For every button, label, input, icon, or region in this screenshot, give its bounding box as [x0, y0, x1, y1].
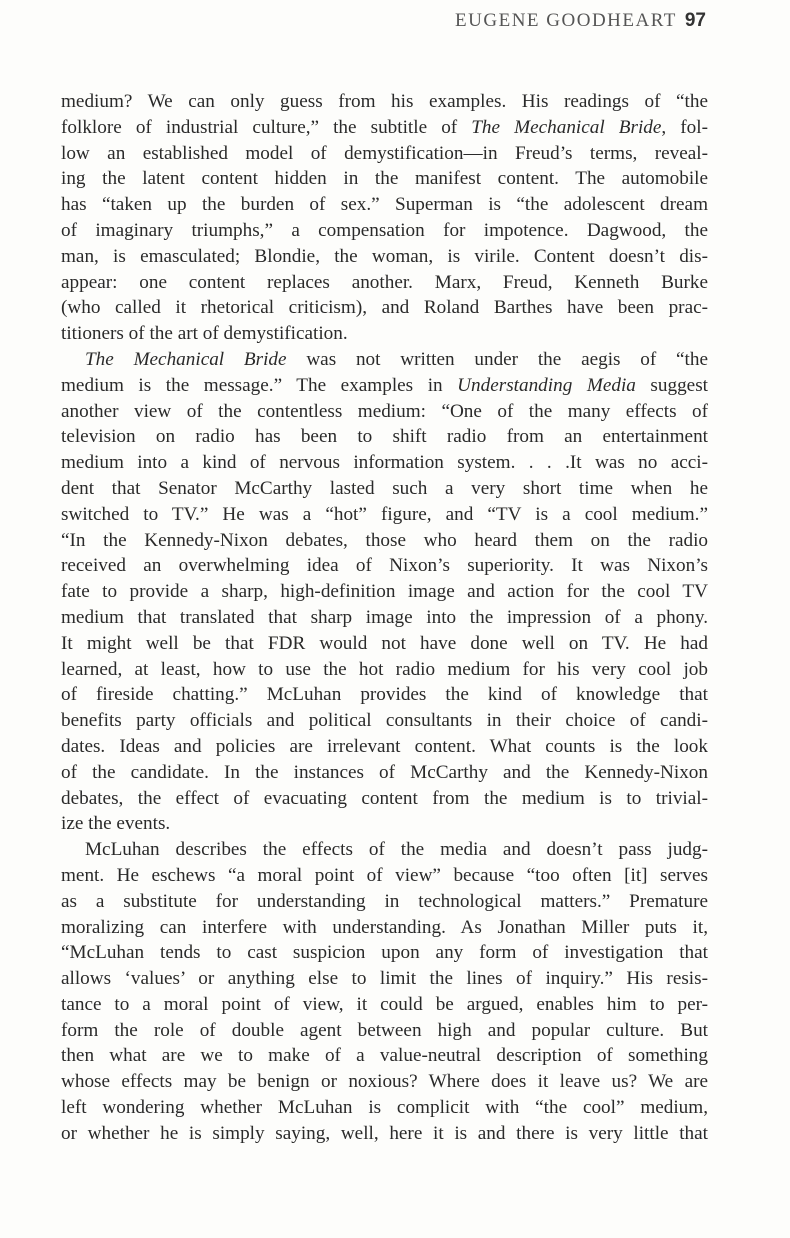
text-line [61, 811, 708, 837]
text-line [61, 631, 708, 657]
text-run: fate to provide a sharp, high-definition image and action for the cool TV [61, 581, 708, 603]
text-run: of imaginary triumphs,” a compensation for impotence. Dagwood, the [61, 219, 708, 241]
text-line [61, 863, 708, 889]
text-run: man, is emasculated; Blondie, the woman, is virile. Content doesn’t dis- [61, 245, 708, 267]
text-line [61, 657, 708, 683]
text-run: “In the Kennedy-Nixon debates, those who heard them on the radio [61, 529, 708, 551]
text-run: It might well be that FDR would not have done well on TV. He had [61, 632, 708, 654]
paragraph [61, 837, 708, 1147]
text-line [61, 1121, 708, 1147]
text-line [61, 1095, 708, 1121]
text-run: “McLuhan tends to cast suspicion upon any form of investigation that [61, 942, 708, 964]
text-line [61, 141, 708, 167]
text-line [61, 424, 708, 450]
running-head [455, 10, 706, 32]
text-run: folklore of industrial culture,” the subtitle of [61, 116, 472, 138]
text-run: medium into a kind of nervous information system. . . .It was no acci- [61, 452, 708, 474]
text-line [61, 476, 708, 502]
text-line [61, 115, 708, 141]
text-run: dent that Senator McCarthy lasted such a very short time when he [61, 477, 708, 499]
text-run: , fol- [661, 116, 708, 138]
text-run: ing the latent content hidden in the manifest content. The automobile [61, 168, 708, 190]
text-line [61, 734, 708, 760]
text-run: switched to TV.” He was a “hot” figure, and “TV is a cool medium.” [61, 503, 708, 525]
text-run: McLuhan describes the effects of the media and doesn’t pass judg- [85, 839, 708, 861]
paragraph [61, 89, 708, 347]
running-head-author: EUGENE GOODHEART [455, 10, 677, 31]
text-run: dates. Ideas and policies are irrelevant content. What counts is the look [61, 735, 708, 757]
text-run: or whether he is simply saying, well, here it is and there is very little that [61, 1122, 708, 1144]
text-run: ize the events. [61, 813, 171, 835]
text-line [61, 321, 708, 347]
text-run: medium that translated that sharp image into the impression of a phony. [61, 606, 708, 628]
text-line [61, 992, 708, 1018]
text-line [61, 708, 708, 734]
italic-title: The Mechanical Bride [85, 348, 287, 370]
text-run: another view of the contentless medium: “One of the many effects of [61, 400, 708, 422]
text-line [61, 915, 708, 941]
text-run: learned, at least, how to use the hot radio medium for his very cool job [61, 658, 708, 680]
text-line [61, 270, 708, 296]
text-line [61, 89, 708, 115]
text-line [61, 966, 708, 992]
text-line [61, 166, 708, 192]
text-line [61, 528, 708, 554]
text-run: titioners of the art of demystification. [61, 323, 348, 345]
text-run: ment. He eschews “a moral point of view” because “too often [it] serves [61, 864, 708, 886]
paragraph [61, 347, 708, 837]
text-run: debates, the effect of evacuating content from the medium is to trivial- [61, 787, 708, 809]
text-run: television on radio has been to shift radio from an entertainment [61, 426, 708, 448]
text-run: has “taken up the burden of sex.” Superman is “the adolescent dream [61, 194, 708, 216]
text-line [61, 347, 708, 373]
italic-title: The Mechanical Bride [471, 116, 662, 138]
text-run: (who called it rhetorical criticism), and Roland Barthes have been prac- [61, 297, 708, 319]
text-run: medium is the message.” The examples in [61, 374, 458, 396]
text-line [61, 837, 708, 863]
text-run: suggest [635, 374, 708, 396]
text-line [61, 889, 708, 915]
text-line [61, 940, 708, 966]
text-run: tance to a moral point of view, it could be argued, enables him to per- [61, 993, 708, 1015]
text-line [61, 760, 708, 786]
text-line [61, 605, 708, 631]
text-line [61, 502, 708, 528]
text-run: of the candidate. In the instances of McCarthy and the Kennedy-Nixon [61, 761, 708, 783]
text-line [61, 244, 708, 270]
text-run: was not written under the aegis of “the [286, 348, 708, 370]
text-run: allows ‘values’ or anything else to limit the lines of inquiry.” His resis- [61, 968, 708, 990]
text-run: appear: one content replaces another. Marx, Freud, Kenneth Burke [61, 271, 708, 293]
text-run: of fireside chatting.” McLuhan provides the kind of knowledge that [61, 684, 708, 706]
text-line [61, 1069, 708, 1095]
text-run: medium? We can only guess from his examples. His readings of “the [61, 91, 708, 112]
text-line [61, 218, 708, 244]
text-run: form the role of double agent between high and popular culture. But [61, 1019, 708, 1041]
text-run: as a substitute for understanding in technological matters.” Premature [61, 890, 708, 912]
text-run: moralizing can interfere with understanding. As Jonathan Miller puts it, [61, 916, 708, 938]
text-line [61, 373, 708, 399]
page-number: 97 [684, 10, 706, 31]
text-run: received an overwhelming idea of Nixon’s superiority. It was Nixon’s [61, 555, 708, 577]
text-line [61, 682, 708, 708]
text-line [61, 192, 708, 218]
text-line [61, 579, 708, 605]
italic-title: Understanding Media [457, 374, 636, 396]
text-run: then what are we to make of a value-neutral description of something [61, 1045, 708, 1067]
text-run: left wondering whether McLuhan is complicit with “the cool” medium, [61, 1097, 708, 1119]
text-line [61, 399, 708, 425]
text-run: low an established model of demystification—in Freud’s terms, reveal- [61, 142, 708, 164]
text-run: benefits party officials and political consultants in their choice of candi- [61, 710, 708, 732]
text-line [61, 450, 708, 476]
text-line [61, 553, 708, 579]
text-line [61, 295, 708, 321]
text-line [61, 786, 708, 812]
text-line [61, 1018, 708, 1044]
body-text [61, 89, 708, 1147]
text-run: whose effects may be benign or noxious? Where does it leave us? We are [61, 1071, 708, 1093]
text-line [61, 1043, 708, 1069]
